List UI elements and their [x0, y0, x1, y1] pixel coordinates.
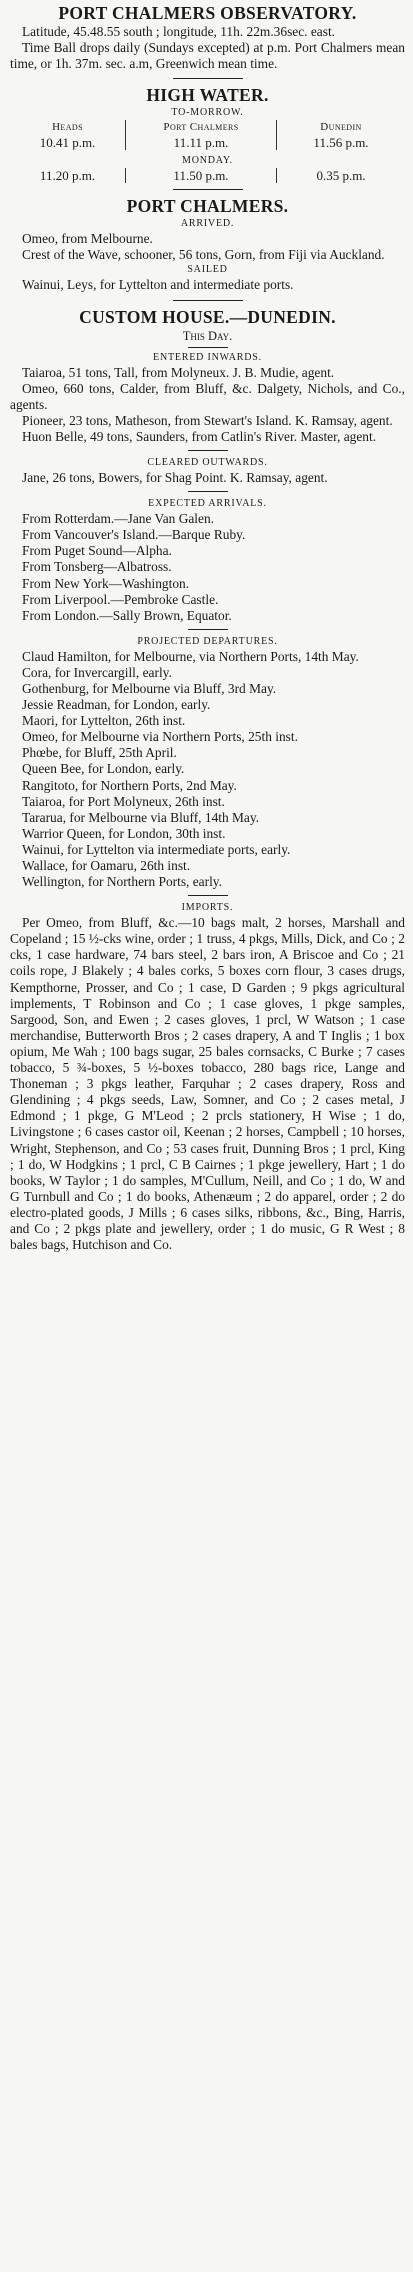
tomorrow-heads: 10.41 p.m. — [39, 135, 96, 151]
observatory-title: PORT CHALMERS OBSERVATORY. — [58, 3, 357, 23]
sailed-entry: Wainui, Leys, for Lyttelton and intermediate ports. — [22, 277, 294, 293]
expected-entry: From Rotterdam.—Jane Van Galen. — [22, 511, 215, 527]
entered-entry: Pioneer, 23 tons, Matheson, from Stewart's Island. K. Ramsay, agent. — [22, 412, 393, 428]
high-water-header-row — [10, 120, 405, 135]
entered-entry: Omeo, 660 tons, Calder, from Bluff, &c. Dalgety, Nichols, and Co., agents. — [10, 380, 405, 412]
projected-entry: Maori, for Lyttelton, 26th inst. — [22, 713, 186, 729]
this-day-label: This Day. — [182, 328, 233, 343]
entered-entry: Huon Belle, 49 tons, Saunders, from Catlin's River. Master, agent. — [22, 428, 377, 444]
custom-house-title: CUSTOM HOUSE.—DUNEDIN. — [79, 306, 336, 327]
monday-heads: 11.20 p.m. — [39, 168, 96, 184]
projected-entry: Wallace, for Oamaru, 26th inst. — [22, 858, 191, 873]
section-divider — [188, 491, 228, 492]
expected-entry: From London.—Sally Brown, Equator. — [22, 607, 232, 623]
projected-entry: Taiaroa, for Port Molyneux, 26th inst. — [22, 793, 225, 809]
projected-entry: Phœbe, for Bluff, 25th April. — [22, 745, 177, 761]
imports-label: IMPORTS. — [181, 902, 234, 914]
projected-entry: Jessie Readman, for London, early. — [22, 697, 211, 713]
col-port-chalmers: Port Chalmers — [125, 120, 277, 135]
projected-entry: Queen Bee, for London, early. — [22, 761, 185, 777]
tomorrow-dunedin: 11.56 p.m. — [313, 135, 369, 151]
arrived-entry: Crest of the Wave, schooner, 56 tons, Gorn, from Fiji via Auckland. — [22, 247, 385, 263]
monday-port-chalmers: 11.50 p.m. — [125, 168, 277, 183]
expected-entry: From Vancouver's Island.—Barque Ruby. — [22, 527, 246, 543]
section-divider — [188, 347, 228, 348]
high-water-monday-row — [10, 168, 405, 183]
projected-entry: Wainui, for Lyttelton via intermediate ports, early. — [22, 841, 291, 857]
expected-entry: From Tonsberg—Albatross. — [22, 559, 172, 575]
projected-entry: Cora, for Invercargill, early. — [22, 664, 172, 680]
sailed-label: SAILED — [187, 264, 228, 276]
projected-entry: Gothenburg, for Melbourne via Bluff, 3rd May. — [22, 680, 277, 696]
entered-label: ENTERED INWARDS. — [153, 351, 262, 363]
col-dunedin: Dunedin — [320, 121, 362, 134]
projected-entry: Omeo, for Melbourne via Northern Ports, 25th inst. — [22, 729, 298, 745]
port-chalmers-title: PORT CHALMERS. — [126, 196, 289, 217]
section-divider — [173, 189, 243, 190]
high-water-title: HIGH WATER. — [146, 85, 269, 106]
section-divider — [173, 300, 243, 301]
high-water-tomorrow-row — [10, 135, 405, 150]
observatory-line: Time Ball drops daily (Sundays excepted) at p.m. Port Chalmers mean time, or 1h. 37m. sec. a.m, Greenwich mean time. — [10, 40, 405, 72]
col-heads: Heads — [52, 121, 83, 134]
expected-entry: From Puget Sound—Alpha. — [22, 543, 172, 559]
section-divider — [188, 895, 228, 896]
cleared-entry: Jane, 26 tons, Bowers, for Shag Point. K. Ramsay, agent. — [22, 470, 328, 486]
monday-label: MONDAY. — [182, 155, 233, 167]
expected-label: EXPECTED ARRIVALS. — [148, 498, 267, 510]
projected-entry: Wellington, for Northern Ports, early. — [22, 874, 222, 890]
tomorrow-label: TO-MORROW. — [171, 107, 244, 119]
projected-entry: Tararua, for Melbourne via Bluff, 14th May. — [22, 809, 260, 825]
entered-entry: Taiaroa, 51 tons, Tall, from Molyneux. J. B. Mudie, agent. — [22, 364, 335, 380]
projected-label: PROJECTED DEPARTURES. — [137, 635, 278, 647]
projected-entry: Warrior Queen, for London, 30th inst. — [22, 825, 226, 841]
observatory-line: Latitude, 45.48.55 south ; longitude, 11h. 22m.36sec. east. — [22, 24, 336, 39]
arrived-label: ARRIVED. — [180, 218, 235, 230]
expected-entry: From Liverpool.—Pembroke Castle. — [22, 591, 219, 607]
tomorrow-port-chalmers: 11.11 p.m. — [125, 135, 277, 150]
section-divider — [188, 629, 228, 630]
imports-text: Per Omeo, from Bluff, &c.—10 bags malt, 2 horses, Marshall and Copeland ; 15 ½-cks wine, order ; 1 truss, 4 pkgs, Mills, Dick, and Co ; 2 cks, 1 case hardware, 74 bars steel, 2 bars iron, A Briscoe and Co ; 21 coils rope, J Blakely ; 4 bales corks, 5 boxes corn flour, 3 cases drugs, Kempthorne, Prosser, and Co ; 1 case, D Garden ; 9 pkgs agricultural implements, T Robinson and Co ; 1 case gloves, 1 pkge samples, Sargood, Son, and Ewen ; 2 cases gloves, 1 prcl, W Watson ; 1 case merchandise, Butterworth Bros ; 2 cases drapery, A and T Inglis ; 1 box opium, Me Wah ; 100 bags sugar, 25 bales cornsacks, C Burke ; 7 cases tobacco, 5 ¾-boxes, 5 ½-boxes tobacco, 280 bags rice, Lange and Thoneman ; 3 pkgs leather, Farquhar ; 2 cases drapery, Ross and Glendining ; 4 pkgs seeds, Law, Somner, and Co ; 2 cases metal, J Edmond ; 1 pkge, G M'Leod ; 2 prcls stationery, H Wise ; 1 do, Livingstone ; 6 cases castor oil, Keenan ; 2 horses, Campbell ; 10 horses, Wright, Stephenson, and Co ; 53 cases fruit, Dunning Bros ; 1 prcl, King ; 1 do, W Hodgkins ; 1 prcl, C B Cairnes ; 1 pkge jewellery, Hart ; 1 do books, W Taylor ; 1 do samples, M'Cullum, Neill, and Co ; 1 do, W and G Turnbull and Co ; 1 do books, Athenæum ; 2 do apparel, order ; 2 do electro-plated goods, J Mills ; 6 cases silks, ribbons, &c., Bing, Harris, and Co ; 2 pkgs plate and jewellery, order ; 1 do music, G R West ; 8 bales bags, Hutchison and Co. — [10, 915, 405, 1253]
section-divider — [173, 78, 243, 79]
projected-entry: Rangitoto, for Northern Ports, 2nd May. — [22, 777, 237, 793]
expected-entry: From New York—Washington. — [22, 575, 190, 591]
cleared-label: CLEARED OUTWARDS. — [147, 457, 268, 469]
projected-entry: Claud Hamilton, for Melbourne, via Northern Ports, 14th May. — [22, 648, 359, 664]
arrived-entry: Omeo, from Melbourne. — [22, 231, 153, 247]
monday-dunedin: 0.35 p.m. — [316, 168, 366, 184]
section-divider — [188, 450, 228, 451]
